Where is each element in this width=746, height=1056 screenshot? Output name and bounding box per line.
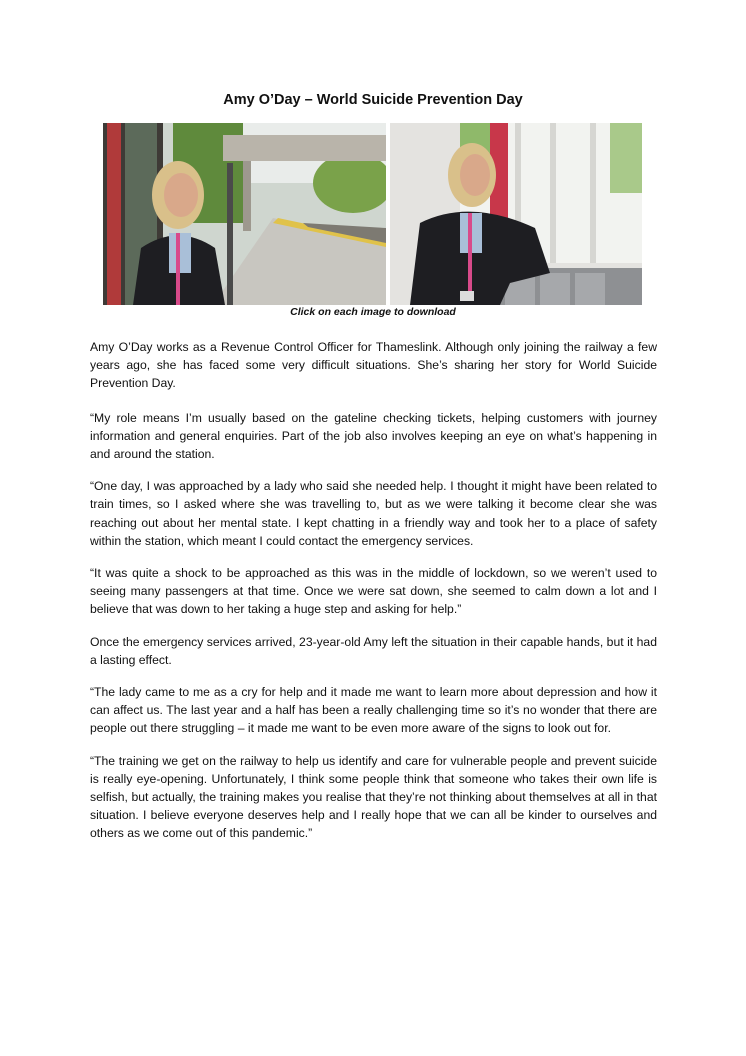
paragraph: Once the emergency services arrived, 23-year-old Amy left the situation in their capable hands, but it had a lasting effect. (90, 634, 657, 667)
paragraph-intro: Amy O’Day works as a Revenue Control Officer for Thameslink. Although only joining the railway a few years ago, she has faced some very difficult situations. She’s sharing her story for World Suicide Prevention Day. (90, 340, 657, 391)
photo-amy-platform-image (103, 123, 386, 305)
photo-amy-bench[interactable] (390, 123, 642, 305)
image-caption: Click on each image to download (290, 306, 456, 318)
page-title: Amy O’Day – World Suicide Prevention Day (223, 92, 523, 108)
photo-amy-bench-image (390, 123, 642, 305)
paragraph: “The lady came to me as a cry for help and it made me want to learn more about depression and how it can affect us. The last year and a half has been a really challenging time so it’s no wonder that there are people out there struggling – it made me want to be even more aware of the signs to look out for. (90, 685, 657, 736)
paragraph: “My role means I’m usually based on the gateline checking tickets, helping customers with journey information and general enquiries. Part of the job also involves keeping an eye on what’s happening in and around the station. (90, 410, 657, 462)
article-body (90, 338, 657, 857)
paragraph: “It was quite a shock to be approached as this was in the middle of lockdown, so we weren’t used to seeing many passengers at that time. Once we were sat down, she seemed to calm down a lot and I believe that was down to her taking a huge step and asking for help.” (90, 566, 657, 617)
paragraph: “The training we get on the railway to help us identify and care for vulnerable people and prevent suicide is really eye-opening. Unfortunately, I think some people think that someone who takes their own life is selfish, but actually, the training makes you realise that they’re not thinking about themselves at all in that situation. I believe everyone deserves help and I really hope that we can all be kinder to ourselves and others as we come out of this pandemic.” (90, 753, 657, 841)
photo-amy-platform[interactable] (103, 123, 386, 305)
paragraph: “One day, I was approached by a lady who said she needed help. I thought it might have been related to train times, so I asked where she was travelling to, but as we were talking it become clear she was reaching out about her mental state. I kept chatting in a friendly way and took her to a place of safety within the station, which meant I could contact the emergency services. (90, 479, 657, 548)
photo-gallery (103, 123, 642, 305)
